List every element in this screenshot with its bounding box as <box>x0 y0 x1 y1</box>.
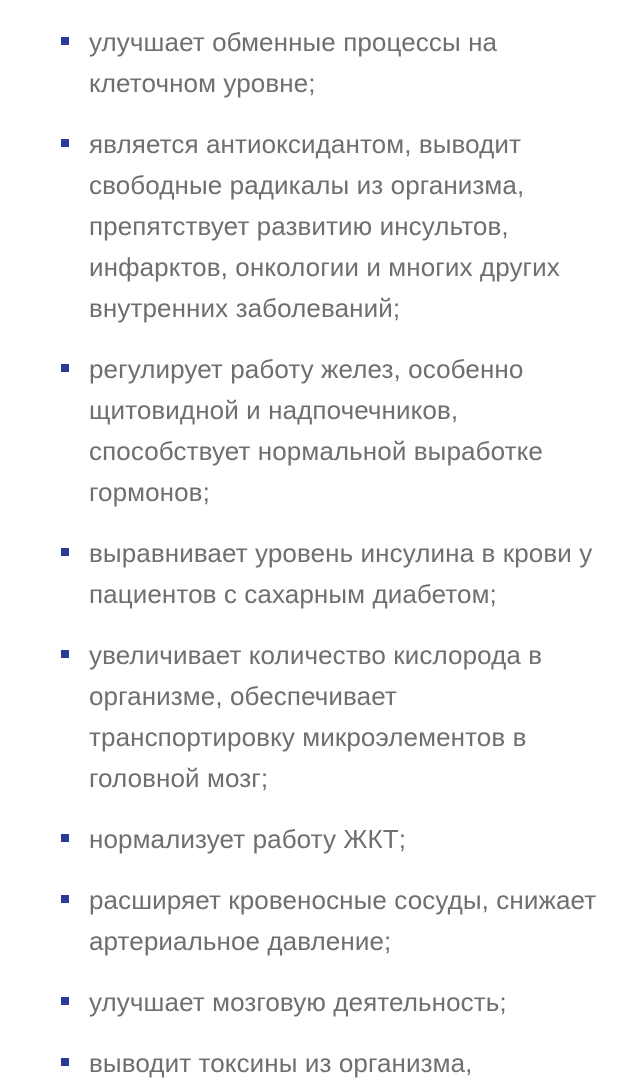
square-bullet-icon <box>61 364 69 372</box>
list-item <box>0 635 621 799</box>
square-bullet-icon <box>61 834 69 842</box>
list-item <box>0 533 621 615</box>
list-item <box>0 880 621 962</box>
square-bullet-icon <box>61 1058 69 1066</box>
benefits-list <box>0 22 621 1080</box>
list-item <box>0 982 621 1023</box>
list-item-text: выводит токсины из организма, <box>89 1048 473 1078</box>
list-item-text: увеличивает количество кислорода в организме, обеспечивает транспортировку микроэлементов в головной мозг; <box>89 640 543 793</box>
square-bullet-icon <box>61 139 69 147</box>
list-item-text: выравнивает уровень инсулина в крови у пациентов с сахарным диабетом; <box>89 538 593 609</box>
list-item-text: является антиоксидантом, выводит свободные радикалы из организма, препятствует развитию инсультов, инфарктов, онкологии и многих других внутренних заболеваний; <box>89 129 560 323</box>
square-bullet-icon <box>61 895 69 903</box>
square-bullet-icon <box>61 37 69 45</box>
list-item-text: улучшает обменные процессы на клеточном уровне; <box>89 27 498 98</box>
list-item <box>0 349 621 513</box>
square-bullet-icon <box>61 650 69 658</box>
list-item-text: регулирует работу желез, особенно щитовидной и надпочечников, способствует нормальной выработке гормонов; <box>89 354 543 507</box>
list-item <box>0 22 621 104</box>
list-item <box>0 124 621 329</box>
list-item-text: нормализует работу ЖКТ; <box>89 824 407 854</box>
list-item-text: расширяет кровеносные сосуды, снижает артериальное давление; <box>89 885 597 956</box>
list-item <box>0 1043 621 1080</box>
list-item <box>0 819 621 860</box>
list-item-text: улучшает мозговую деятельность; <box>89 987 507 1017</box>
square-bullet-icon <box>61 997 69 1005</box>
square-bullet-icon <box>61 548 69 556</box>
